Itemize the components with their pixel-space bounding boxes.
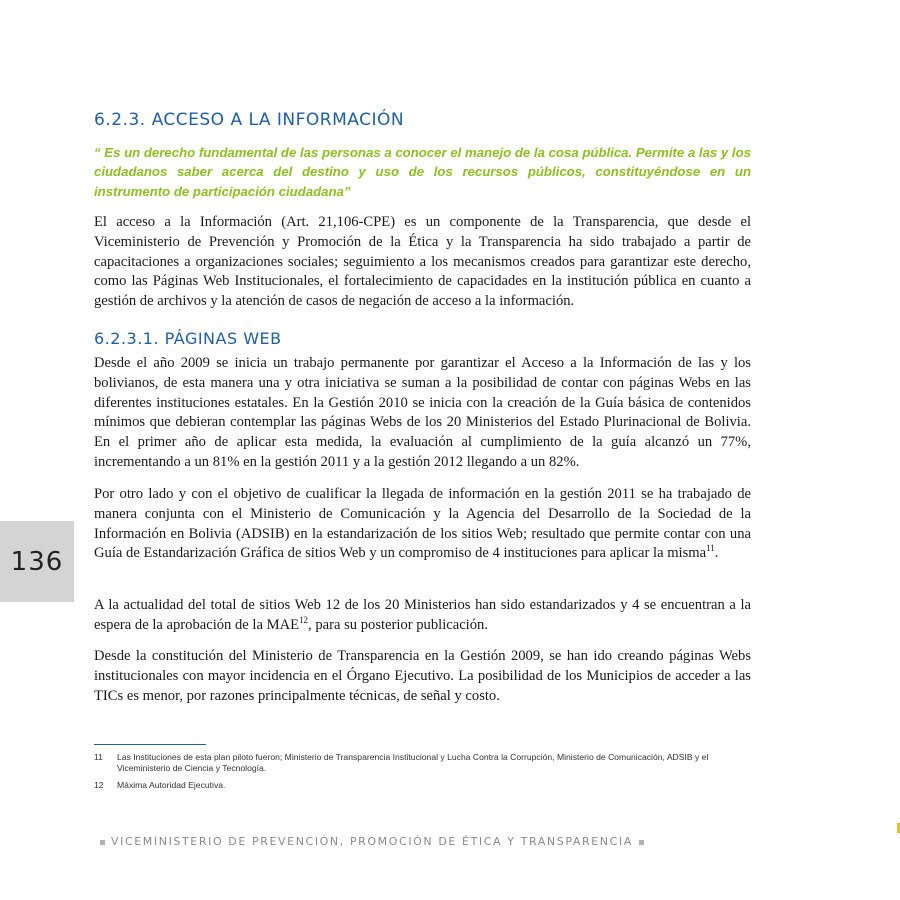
footnote-11	[94, 752, 751, 774]
paragraph-4: Desde la constitución del Ministerio de Transparencia en la Gestión 2009, se han ido creando páginas Webs institucionales con mayor incidencia en el Órgano Ejecutivo. La posibilidad de los Municipios de acceder a las TICs es menor, por razones principalmente técnicas, de señal y costo.	[94, 648, 751, 704]
page-footer	[94, 835, 650, 848]
footnote-ref-12[interactable]: 12	[299, 614, 309, 625]
page-number: 136	[10, 546, 64, 577]
subsection-heading: 6.2.3.1. PÁGINAS WEB	[94, 329, 282, 348]
footnote-ref-11[interactable]: 11	[706, 543, 715, 554]
footnote-12	[94, 780, 751, 791]
square-bullet-icon	[100, 840, 105, 845]
paragraph-2	[94, 485, 751, 564]
paragraph-2-end: .	[714, 545, 719, 562]
footnote-number: 12	[94, 780, 104, 790]
page-number-tab	[0, 521, 74, 602]
square-bullet-icon	[639, 840, 644, 845]
paragraph-2-text: Por otro lado y con el objetivo de cualificar la llegada de información en la gestión 2011 se ha trabajado de manera conjunta con el Ministerio de Comunicación y la Agencia del Desarrollo de la Sociedad de la Información en Bolivia (ADSIB) en la estandarización de los sitios Web; resultado que permite contar con una Guía de Estandarización Gráfica de sitios Web y un compromiso de 4 instituciones para aplicar la misma	[94, 486, 751, 562]
footnote-number: 11	[94, 752, 103, 762]
footnote-divider	[94, 744, 206, 745]
paragraph-1: Desde el año 2009 se inicia un trabajo permanente por garantizar el Acceso a la Información de las y los bolivianos, de esta manera una y otra iniciativa se suman a la posibilidad de contar con páginas Webs en las diferentes instituciones estatales. En la Gestión 2010 se inicia con la creación de la Guía básica de contenidos mínimos que debieran contemplar las páginas Webs de los 20 Ministerios del Estado Plurinacional de Bolivia. En el primer año de aplicar esta medida, la evaluación al cumplimiento de la guía alcanzó un 77%, incrementando a un 81% en la gestión 2011 y a la gestión 2012 llegando a un 82%.	[94, 355, 751, 470]
footnote-text: Las Instituciones de esta plan piloto fueron; Ministerio de Transparencia Institucional y Lucha Contra la Corrupción, Ministerio de Comunicación, ADSIB y el Viceministerio de Ciencia y Tecnología.	[117, 752, 709, 773]
paragraph-3	[94, 596, 751, 636]
footnote-text: Máxima Autoridad Ejecutiva.	[117, 780, 226, 790]
paragraph-3-text: A la actualidad del total de sitios Web 12 de los 20 Ministerios han sido estandarizados y 4 se encuentran a la espera de la aprobación de la MAE	[94, 597, 751, 633]
section-heading: 6.2.3. ACCESO A LA INFORMACIÓN	[94, 110, 405, 130]
section-quote: “ Es un derecho fundamental de las personas a conocer el manejo de la cosa pública. Permite a las y los ciudadanos saber acerca del destino y uso de los recursos públicos, constituyéndose en un instrumento de participación ciudadana”	[94, 145, 751, 199]
footer-text: VICEMINISTERIO DE PREVENCIÓN, PROMOCIÓN DE ÉTICA Y TRANSPARENCIA	[111, 835, 633, 848]
paragraph-3-end: , para su posterior publicación.	[308, 616, 488, 633]
section-paragraph: El acceso a la Información (Art. 21,106-CPE) es un componente de la Transparencia, que desde el Viceministerio de Prevención y Promoción de la Ética y la Transparencia ha sido trabajado a partir de capacitaciones a organizaciones sociales; seguimiento a los mecanismos creados para garantizar este derecho, como las Páginas Web Institucionales, el fortalecimiento de capacidades en la institución pública en cuanto a gestión de archivos y la atención de casos de negación de acceso a la información.	[94, 214, 751, 310]
